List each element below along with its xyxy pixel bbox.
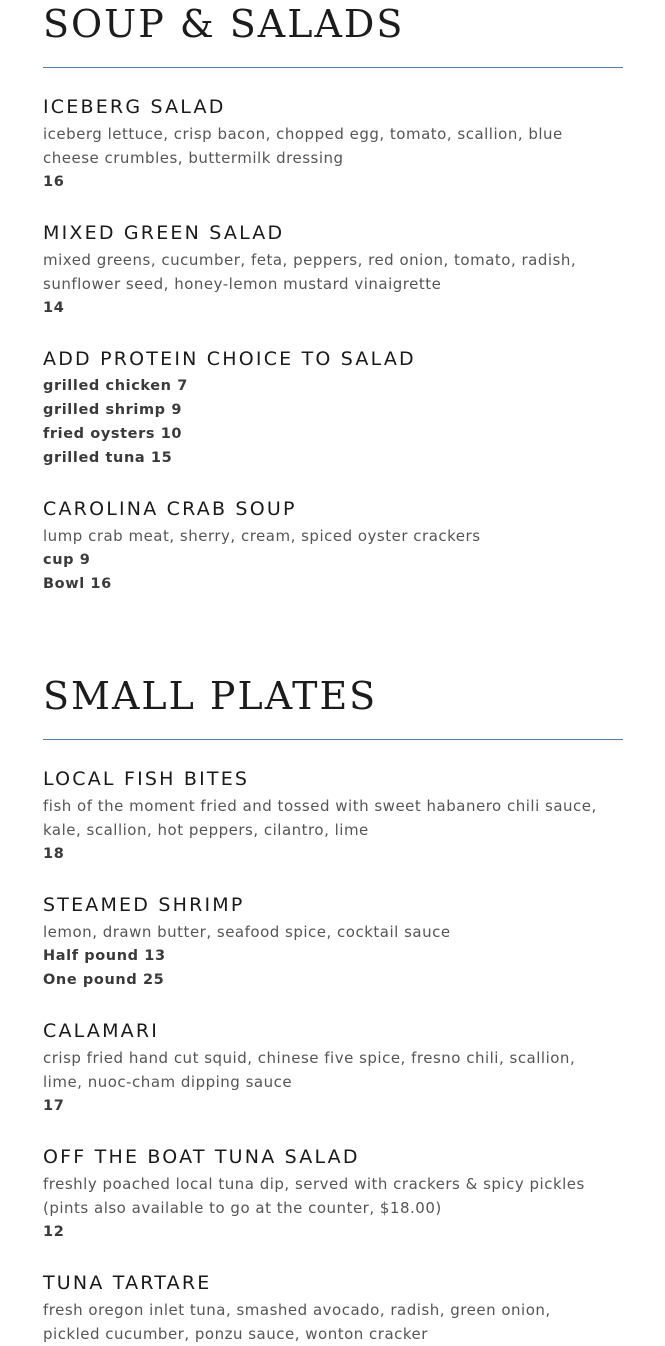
section-divider [43, 67, 623, 68]
item-price: 18 [43, 846, 65, 862]
menu-item [43, 94, 623, 194]
item-name: CALAMARI [43, 1020, 160, 1042]
item-description-line: cheese crumbles, buttermilk dressing [43, 149, 344, 167]
item-price: 17 [43, 1098, 65, 1114]
item-price: 12 [43, 1224, 65, 1240]
item-name: LOCAL FISH BITES [43, 768, 250, 790]
item-description-line: freshly poached local tuna dip, served with crackers & spicy pickles [43, 1175, 585, 1193]
item-price: fried oysters 10 [43, 426, 183, 442]
item-description-line: crisp fried hand cut squid, chinese five spice, fresno chili, scallion, [43, 1049, 576, 1067]
section-title: SMALL PLATES [43, 674, 378, 718]
menu-item [43, 1018, 623, 1118]
menu-item [43, 220, 623, 320]
menu-item [43, 1144, 623, 1244]
item-price: Half pound 13 [43, 948, 166, 964]
item-name: ICEBERG SALAD [43, 96, 226, 118]
item-price: Bowl 16 [43, 576, 112, 592]
item-name: MIXED GREEN SALAD [43, 222, 285, 244]
item-name: OFF THE BOAT TUNA SALAD [43, 1146, 360, 1168]
item-description-line: pickled cucumber, ponzu sauce, wonton cracker [43, 1325, 428, 1343]
item-price: cup 9 [43, 552, 91, 568]
item-description-line: (pints also available to go at the counter, $18.00) [43, 1199, 442, 1217]
item-description-line: iceberg lettuce, crisp bacon, chopped egg, tomato, scallion, blue [43, 125, 563, 143]
item-description-line: sunflower seed, honey-lemon mustard vinaigrette [43, 275, 442, 293]
item-name: CAROLINA CRAB SOUP [43, 498, 297, 520]
item-description-line: kale, scallion, hot peppers, cilantro, lime [43, 821, 369, 839]
item-price: 14 [43, 300, 65, 316]
item-price: grilled shrimp 9 [43, 402, 183, 418]
section-divider [43, 739, 623, 740]
item-name: TUNA TARTARE [43, 1272, 212, 1294]
item-price: 16 [43, 174, 65, 190]
menu-item [43, 346, 623, 470]
item-description-line: lump crab meat, sherry, cream, spiced oyster crackers [43, 527, 481, 545]
item-description-line: lemon, drawn butter, seafood spice, cocktail sauce [43, 923, 451, 941]
item-description-line: mixed greens, cucumber, feta, peppers, red onion, tomato, radish, [43, 251, 577, 269]
item-price: grilled chicken 7 [43, 378, 188, 394]
item-name: ADD PROTEIN CHOICE TO SALAD [43, 348, 416, 370]
menu-item [43, 892, 623, 992]
item-description-line: fresh oregon inlet tuna, smashed avocado, radish, green onion, [43, 1301, 551, 1319]
menu-item [43, 766, 623, 866]
item-description-line: fish of the moment fried and tossed with sweet habanero chili sauce, [43, 797, 597, 815]
menu-item [43, 496, 623, 596]
item-price: grilled tuna 15 [43, 450, 173, 466]
section-title: SOUP & SALADS [43, 2, 405, 46]
menu-item [43, 1270, 623, 1346]
item-price: One pound 25 [43, 972, 165, 988]
item-description-line: lime, nuoc-cham dipping sauce [43, 1073, 293, 1091]
item-name: STEAMED SHRIMP [43, 894, 245, 916]
